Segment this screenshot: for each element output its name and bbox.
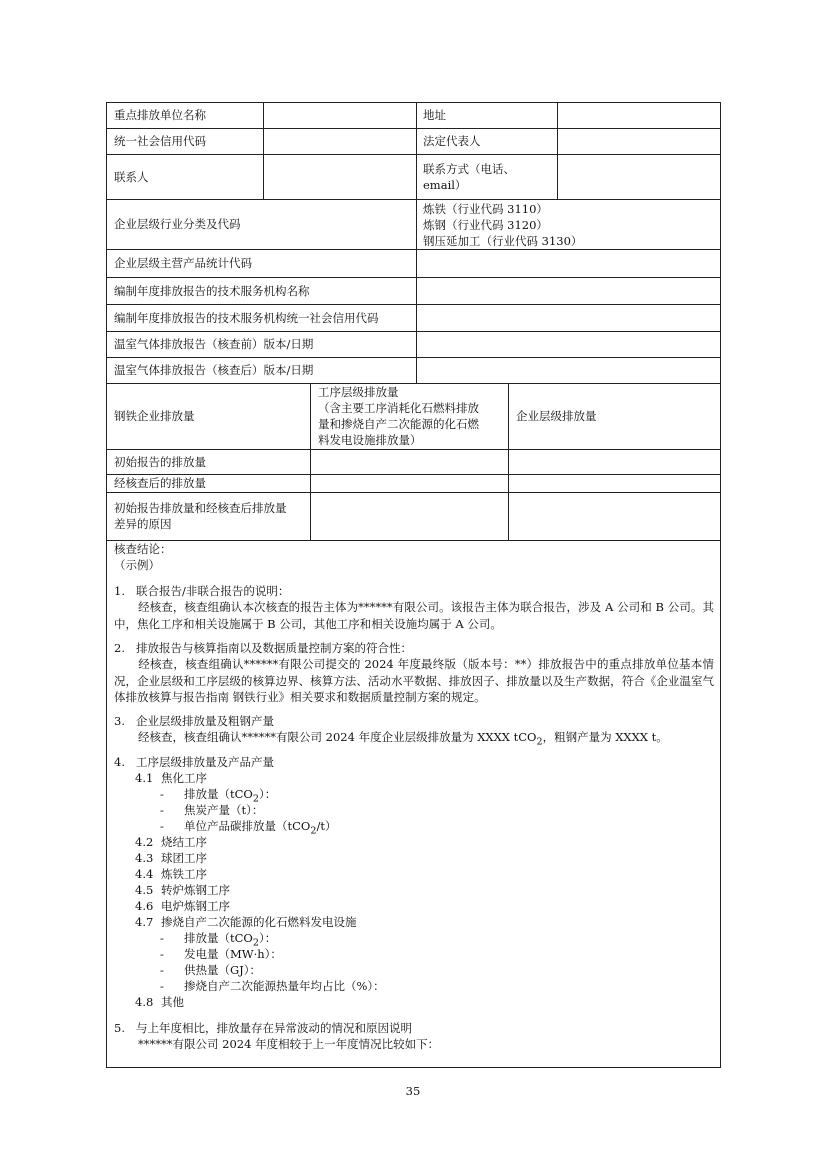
- label-industry-code: 企业层级行业分类及代码: [114, 217, 241, 231]
- section-1-body: 经核查，核查组确认本次核查的报告主体为******有限公司。该报告主体为联合报告，涉及 A 公司和 B 公司。其中，焦化工序和相关设施属于 B 公司，其他工序和相关设施均属于 A 公司。: [114, 600, 714, 631]
- row-divider: [106, 492, 721, 493]
- conclusion-title: 核查结论：: [114, 542, 172, 556]
- row-divider: [106, 383, 721, 384]
- column-divider: [416, 102, 417, 383]
- section-3-heading: 3. 企业层级排放量及粗钢产量: [114, 714, 274, 728]
- item-4-5: 4.5 转炉炼钢工序: [135, 883, 230, 897]
- section-2-heading: 2. 排放报告与核算指南以及数据质量控制方案的符合性：: [114, 641, 412, 655]
- header-process-emissions-note: 量和掺烧自产二次能源的化石燃: [318, 417, 479, 431]
- label-service-agency-name: 编制年度排放报告的技术服务机构名称: [114, 283, 310, 298]
- section-3-body: 经核查，核查组确认******有限公司 2024 年度企业层级排放量为 XXXX tCO$_2$，粗钢产量为 XXXX t。: [138, 730, 668, 748]
- section-5-heading: 5. 与上年度相比，排放量存在异常波动的情况和原因说明: [114, 1021, 412, 1035]
- bullet-heat-supply: - 供热量（GJ）：: [160, 963, 262, 977]
- item-4-1: 4.1 焦化工序: [135, 771, 207, 785]
- header-process-emissions-note: 料发电设施排放量）: [318, 433, 422, 447]
- bullet-unit-carbon: - 单位产品碳排放量（tCO$_2$/t）: [160, 819, 337, 837]
- item-4-8: 4.8 其他: [135, 995, 184, 1009]
- label-contact-method-email: email）: [423, 178, 467, 192]
- value-industry-ironmaking: 炼铁（行业代码 3110）: [423, 202, 548, 216]
- header-process-emissions-note: （含主要工序消耗化石燃料排放: [318, 401, 479, 415]
- label-verified-emissions: 经核查后的排放量: [114, 476, 206, 490]
- section-1-heading: 1. 联合报告/非联合报告的说明：: [114, 584, 290, 598]
- label-unit-name: 重点排放单位名称: [114, 108, 206, 122]
- label-legal-rep: 法定代表人: [423, 134, 481, 148]
- label-report-after: 温室气体排放报告（核查后）版本/日期: [114, 363, 314, 377]
- bullet-coke-output: - 焦炭产量（t）：: [160, 803, 264, 817]
- bullet-power-emissions: - 排放量（tCO$_2$）：: [160, 931, 277, 949]
- bullet-secondary-energy-share: - 掺烧自产二次能源热量年均占比（%）：: [160, 979, 385, 993]
- section-2-body: 经核查，核查组确认******有限公司提交的 2024 年度最终版（版本号：**）排放报告中的重点排放单位基本情况，企业层级和工序层级的核算边界、核算方法、活动水平数据、排放因子、排放量以及生产数据，符合《企业温室气体排放核算与报告指南 钢铁行业》相关要求和数据质量控制方案的规定。: [114, 657, 714, 704]
- label-report-before: 温室气体排放报告（核查前）版本/日期: [114, 337, 314, 351]
- item-4-2: 4.2 烧结工序: [135, 835, 207, 849]
- label-difference-reason: 初始报告排放量和经核查后排放量: [114, 501, 287, 515]
- header-steel-emissions: 钢铁企业排放量: [114, 409, 195, 423]
- bullet-coking-emissions: - 排放量（tCO$_2$）：: [160, 787, 277, 805]
- column-divider: [557, 102, 558, 199]
- header-process-emissions: 工序层级排放量: [318, 385, 399, 399]
- label-initial-emissions: 初始报告的排放量: [114, 454, 206, 469]
- section-4-heading: 4. 工序层级排放量及产品产量: [114, 755, 274, 769]
- item-4-7: 4.7 掺烧自产二次能源的化石燃料发电设施: [135, 915, 357, 929]
- column-divider: [310, 383, 311, 540]
- value-industry-rolling: 钢压延加工（行业代码 3130）: [423, 234, 583, 248]
- page-number: 35: [405, 1084, 421, 1098]
- column-divider: [508, 383, 509, 540]
- label-product-code: 企业层级主营产品统计代码: [114, 256, 252, 270]
- label-contact-person: 联系人: [114, 169, 149, 184]
- value-industry-steelmaking: 炼钢（行业代码 3120）: [423, 218, 548, 232]
- conclusion-example-note: （示例）: [114, 558, 160, 572]
- item-4-4: 4.4 炼铁工序: [135, 867, 207, 881]
- header-enterprise-emissions: 企业层级排放量: [516, 409, 597, 423]
- section-5-body: ******有限公司 2024 年度相较于上一年度情况比较如下：: [138, 1037, 440, 1051]
- label-service-agency-code: 编制年度排放报告的技术服务机构统一社会信用代码: [114, 310, 379, 325]
- column-divider: [263, 102, 264, 199]
- row-divider: [106, 154, 721, 155]
- label-credit-code: 统一社会信用代码: [114, 134, 206, 148]
- label-difference-reason: 差异的原因: [114, 517, 172, 531]
- label-address: 地址: [423, 108, 446, 122]
- bullet-power-generation: - 发电量（MW·h）：: [160, 947, 282, 961]
- item-4-6: 4.6 电炉炼钢工序: [135, 899, 230, 913]
- label-contact-method: 联系方式（电话、: [423, 162, 515, 176]
- item-4-3: 4.3 球团工序: [135, 851, 207, 865]
